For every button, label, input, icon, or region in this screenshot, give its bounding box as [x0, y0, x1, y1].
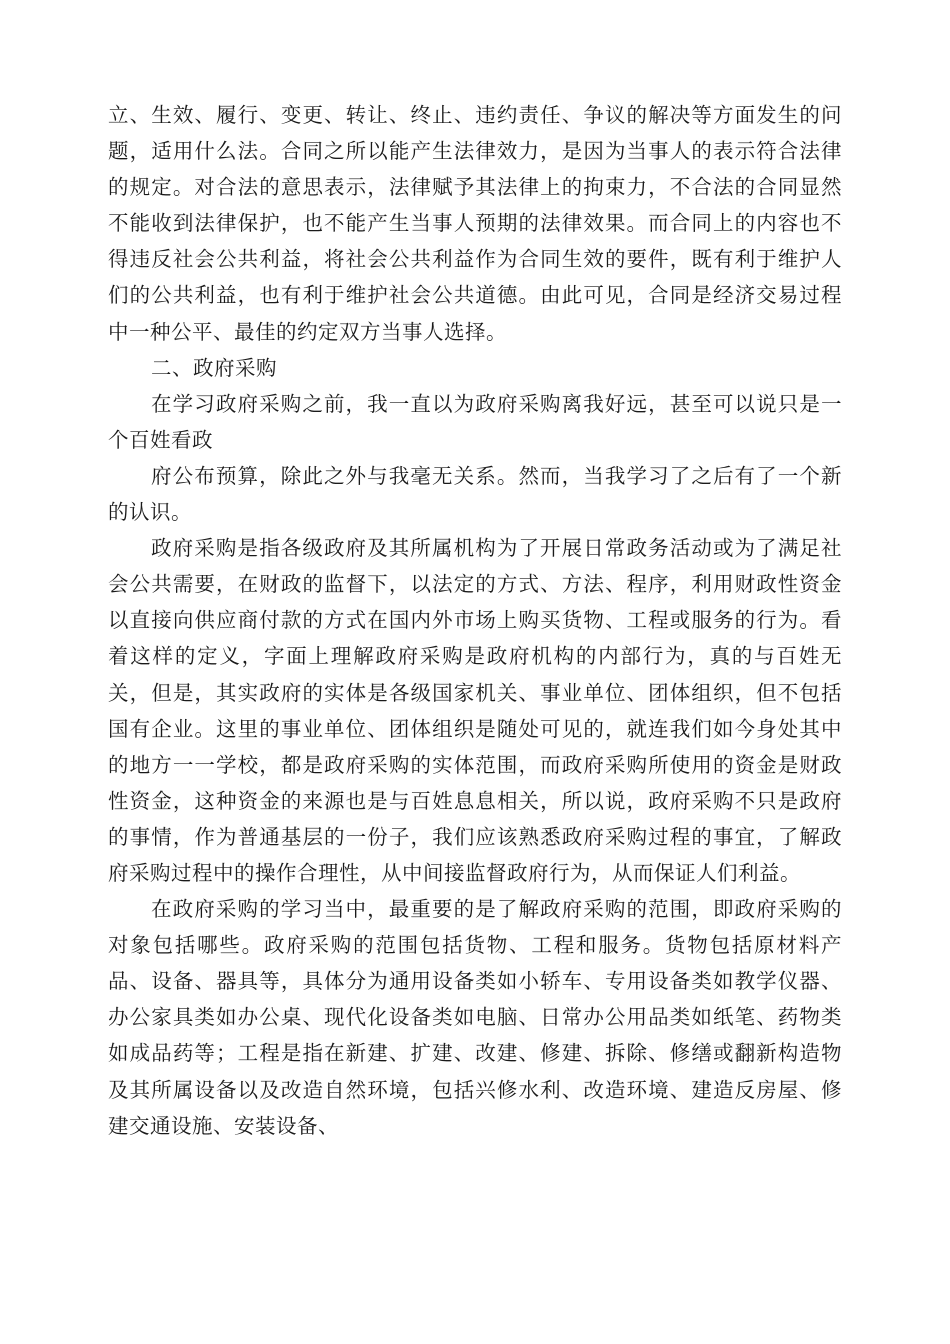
paragraph-procurement-definition: 政府采购是指各级政府及其所属机构为了开展日常政务活动或为了满足社会公共需要，在财政的监督下，以法定的方式、方法、程序，利用财政性资金以直接向供应商付款的方式在国内外市场上购买货物、工程或服务的行为。看着这样的定义，字面上理解政府采购是政府机构的内部行为，真的与百姓无关，但是，其实政府的实体是各级国家机关、事业单位、团体组织，但不包括国有企业。这里的事业单位、团体组织是随处可见的，就连我们如今身处其中的地方一一学校，都是政府采购的实体范围，而政府采购所使用的资金是财政性资金，这种资金的来源也是与百姓息息相关，所以说，政府采购不只是政府的事情，作为普通基层的一份子，我们应该熟悉政府采购过程的事宜，了解政府采购过程中的操作合理性，从中间接监督政府行为，从而保证人们利益。 [108, 536, 842, 885]
paragraph-intro-new-understanding: 府公布预算，除此之外与我毫无关系。然而，当我学习了之后有了一个新的认识。 [108, 463, 842, 525]
paragraph-contract-conclusion: 立、生效、履行、变更、转让、终止、违约责任、争议的解决等方面发生的问题，适用什么法。合同之所以能产生法律效力，是因为当事人的表示符合法律的规定。对合法的意思表示，法律赋予其法律上的拘束力，不合法的合同显然不能收到法律保护，也不能产生当事人预期的法律效果。而合同上的内容也不得违反社会公共利益，将社会公共利益作为合同生效的要件，既有利于维护人们的公共利益，也有利于维护社会公共道德。由此可见，合同是经济交易过程中一种公平、最佳的约定双方当事人选择。 [108, 103, 842, 344]
paragraph-intro-before-study: 在学习政府采购之前，我一直以为政府采购离我好远，甚至可以说只是一个百姓看政 [108, 391, 842, 452]
paragraph-procurement-scope: 在政府采购的学习当中，最重要的是了解政府采购的范围，即政府采购的对象包括哪些。政府采购的范围包括货物、工程和服务。货物包括原材料产品、设备、器具等，具体分为通用设备类如小轿车、专用设备类如教学仪器、办公家具类如办公桌、现代化设备类如电脑、日常办公用品类如纸笔、药物类如成品药等；工程是指在新建、扩建、改建、修建、拆除、修缮或翻新构造物及其所属设备以及改造自然环境，包括兴修水利、改造环境、建造反房屋、修建交通设施、安装设备、 [108, 897, 842, 1138]
document-body [108, 97, 842, 1144]
section-heading-government-procurement: 二、政府采购 [151, 355, 278, 380]
